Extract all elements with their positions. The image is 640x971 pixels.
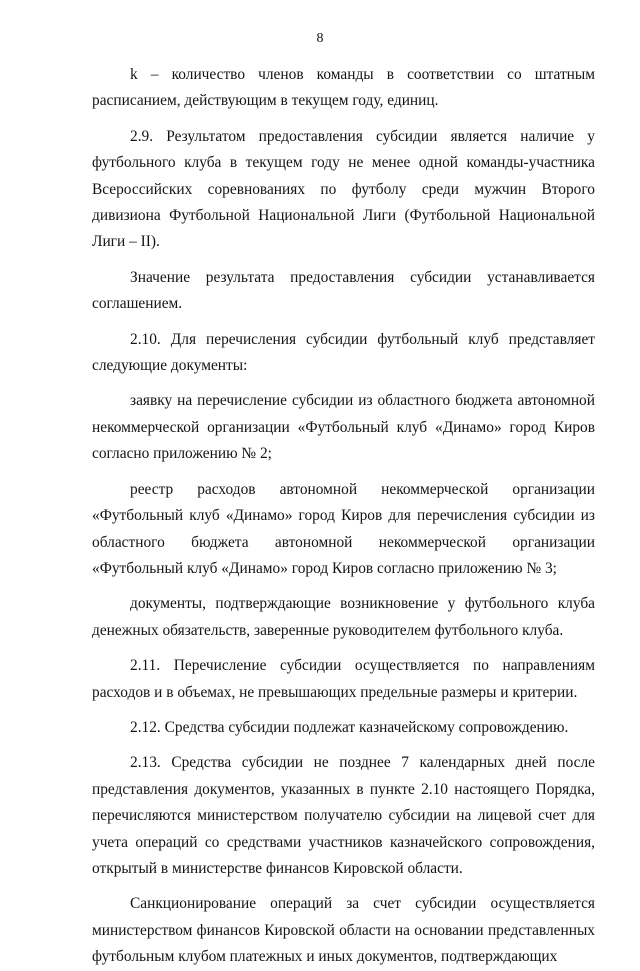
- paragraph-expense-register: реестр расходов автономной некоммерческой организации «Футбольный клуб «Динамо» город Киров для перечисления субсидии из областного бюджета автономной некоммерческой организации «Футбольный клуб «Динамо» город Киров согласно приложению № 3;: [92, 480, 595, 577]
- paragraph-result-value: Значение результата предоставления субсидии устанавливается соглашением.: [92, 268, 595, 313]
- paragraph-supporting-documents: документы, подтверждающие возникновение у футбольного клуба денежных обязательств, заверенные руководителем футбольного клуба.: [92, 595, 595, 639]
- paragraph-authorization: Санкционирование операций за счет субсидии осуществляется министерством финансов Кировской области на основании представленных футбольным клубом платежных и иных документов, подтверждающих: [92, 895, 595, 966]
- paragraph-k-definition: k – количество членов команды в соответствии со штатным расписанием, действующим в текущем году, единиц.: [92, 66, 595, 110]
- paragraph-2-12: 2.12. Средства субсидии подлежат казначейскому сопровождению.: [130, 718, 569, 736]
- paragraph-2-13: 2.13. Средства субсидии не позднее 7 календарных дней после представления документов, указанных в пункте 2.10 настоящего Порядка, перечисляются министерством получателю субсидии на лицевой счет для учета операций со средствами участников казначейского сопровождения, открытый в министерстве финансов Кировской области.: [92, 754, 595, 877]
- document-body: [92, 62, 595, 971]
- paragraph-2-11: 2.11. Перечисление субсидии осуществляется по направлениям расходов и в объемах, не превышающих предельные размеры и критерии.: [92, 657, 595, 701]
- paragraph-transfer-request: заявку на перечисление субсидии из областного бюджета автономной некоммерческой организации «Футбольный клуб «Динамо» город Киров согласно приложению № 2;: [92, 392, 595, 463]
- paragraph-2-9: 2.9. Результатом предоставления субсидии является наличие у футбольного клуба в текущем году не менее одной команды-участника Всероссийских соревнованиях по футболу среди мужчин Второго дивизиона Футбольной Национальной Лиги (Футбольной Национальной Лиги – II).: [92, 127, 595, 251]
- page-number: 8: [316, 31, 324, 46]
- paragraph-2-10: 2.10. Для перечисления субсидии футбольный клуб представляет следующие документы:: [92, 330, 595, 375]
